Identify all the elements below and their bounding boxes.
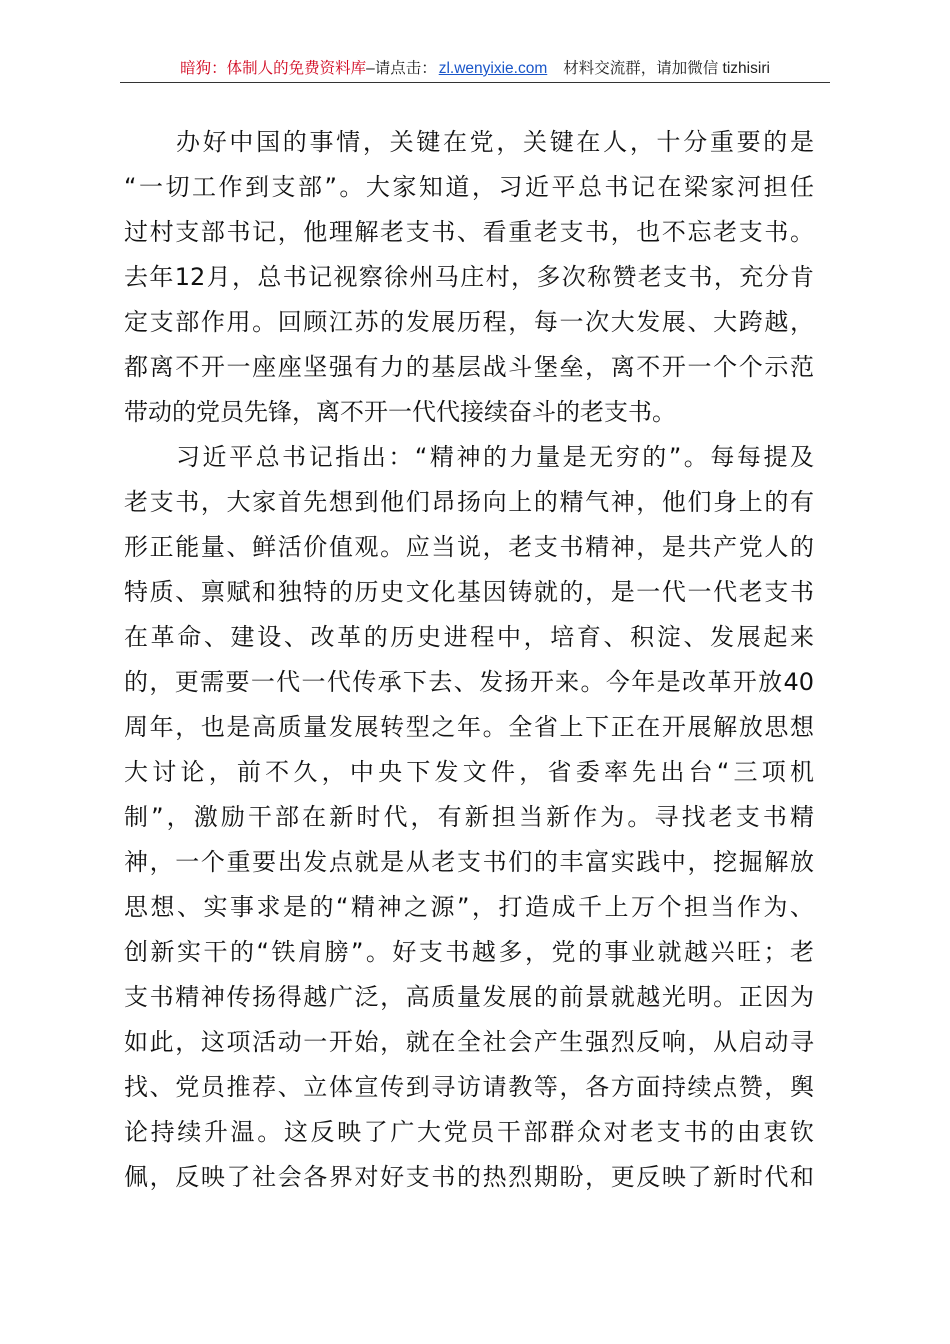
body-line: “一切工作到支部”。大家知道，习近平总书记在梁家河担任 — [124, 173, 814, 201]
header-link[interactable]: zl.wenyixie.com — [438, 60, 548, 77]
body-line: 周年，也是高质量发展转型之年。全省上下正在开展解放思想 — [124, 713, 814, 741]
page-header — [120, 58, 830, 80]
body-line: 创新实干的“铁肩膀”。好支书越多，党的事业就越兴旺；老 — [124, 938, 814, 966]
body-line: 制”，激励干部在新时代，有新担当新作为。寻找老支书精 — [124, 803, 814, 831]
header-brand: 暗狗：体制人的免费资料库 — [180, 60, 367, 77]
body-line: 过村支部书记，他理解老支书、看重老支书，也不忘老支书。 — [124, 218, 814, 246]
header-divider — [120, 82, 830, 83]
document-body — [124, 120, 814, 1200]
body-line: 论持续升温。这反映了广大党员干部群众对老支书的由衷钦 — [124, 1118, 814, 1146]
body-line: 支书精神传扬得越广泛，高质量发展的前景就越光明。正因为 — [124, 983, 814, 1011]
body-line: 带动的党员先锋，离不开一代代接续奋斗的老支书。 — [124, 398, 676, 426]
body-line: 特质、禀赋和独特的历史文化基因铸就的，是一代一代老支书 — [124, 578, 814, 606]
body-line: 大讨论，前不久，中央下发文件，省委率先出台“三项机 — [124, 758, 814, 786]
body-line: 老支书，大家首先想到他们昂扬向上的精气神，他们身上的有 — [124, 488, 814, 516]
body-line: 思想、实事求是的“精神之源”，打造成千上万个担当作为、 — [124, 893, 814, 921]
body-line: 形正能量、鲜活价值观。应当说，老支书精神，是共产党人的 — [124, 533, 814, 561]
body-line: 在革命、建设、改革的历史进程中，培育、积淀、发展起来 — [124, 623, 814, 651]
header-group-info: 材料交流群，请加微信 tizhisiri — [563, 60, 770, 77]
body-line: 如此，这项活动一开始，就在全社会产生强烈反响，从启动寻 — [124, 1028, 814, 1056]
header-prompt: –请点击： — [366, 60, 437, 77]
body-line: 习近平总书记指出：“精神的力量是无穷的”。每每提及 — [176, 443, 814, 471]
body-line: 的，更需要一代一代传承下去、发扬开来。今年是改革开放40 — [124, 668, 814, 696]
body-line: 神，一个重要出发点就是从老支书们的丰富实践中，挖掘解放 — [124, 848, 814, 876]
body-line: 去年12月，总书记视察徐州马庄村，多次称赞老支书，充分肯 — [124, 263, 814, 291]
body-line: 找、党员推荐、立体宣传到寻访请教等，各方面持续点赞，舆 — [124, 1073, 814, 1101]
body-line: 都离不开一座座坚强有力的基层战斗堡垒，离不开一个个示范 — [124, 353, 814, 381]
body-line: 佩，反映了社会各界对好支书的热烈期盼，更反映了新时代和 — [124, 1163, 814, 1191]
body-line: 定支部作用。回顾江苏的发展历程，每一次大发展、大跨越， — [124, 308, 814, 336]
body-line: 办好中国的事情，关键在党，关键在人，十分重要的是 — [176, 128, 814, 156]
